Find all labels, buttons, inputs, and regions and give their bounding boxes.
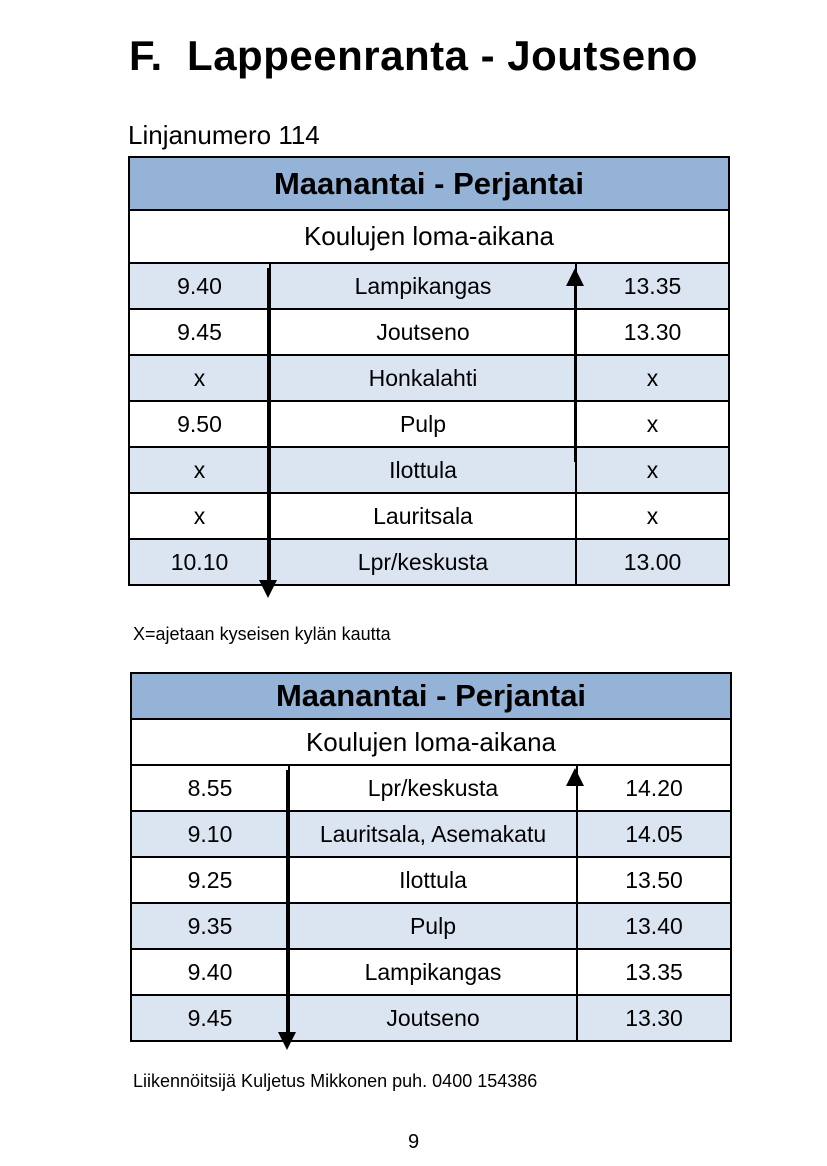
return-time: x: [576, 447, 729, 493]
return-time: 14.20: [577, 765, 731, 811]
return-time: 13.40: [577, 903, 731, 949]
stop-name: Lauritsala: [270, 493, 576, 539]
stop-name: Ilottula: [289, 857, 577, 903]
return-time: 13.30: [577, 995, 731, 1041]
table-row: [131, 811, 731, 857]
return-time: 13.35: [577, 949, 731, 995]
route-number: Linjanumero 114: [128, 120, 320, 150]
departure-time: 9.50: [129, 401, 270, 447]
stop-name: Ilottula: [270, 447, 576, 493]
departure-time: x: [129, 493, 270, 539]
table-row: [129, 447, 729, 493]
stop-name: Joutseno: [270, 309, 576, 355]
timetable-weekday-2: [130, 672, 730, 1042]
table-row: [129, 401, 729, 447]
return-time: 13.00: [576, 539, 729, 585]
timetable-subheader: Koulujen loma-aikana: [129, 210, 729, 263]
stop-name: Honkalahti: [270, 355, 576, 401]
stop-name: Joutseno: [289, 995, 577, 1041]
table-row: [129, 263, 729, 309]
table-row: [131, 949, 731, 995]
return-time: x: [576, 355, 729, 401]
departure-time: 9.40: [129, 263, 270, 309]
stop-name: Lampikangas: [270, 263, 576, 309]
departure-time: 9.45: [129, 309, 270, 355]
departure-time: 9.10: [131, 811, 289, 857]
page-number: 9: [407, 1131, 420, 1153]
table-row: [129, 355, 729, 401]
table-row: [131, 857, 731, 903]
stop-name: Lpr/keskusta: [289, 765, 577, 811]
page-title: F. Lappeenranta - Joutseno: [129, 32, 698, 79]
timetable-header: Maanantai - Perjantai: [129, 157, 729, 210]
return-time: 13.50: [577, 857, 731, 903]
return-time: x: [576, 401, 729, 447]
departure-time: 9.25: [131, 857, 289, 903]
table-row: [129, 493, 729, 539]
operator-info: Liikennöitsijä Kuljetus Mikkonen puh. 0400 154386: [133, 1071, 538, 1091]
table-row: [131, 903, 731, 949]
return-time: 14.05: [577, 811, 731, 857]
return-time: x: [576, 493, 729, 539]
departure-time: 10.10: [129, 539, 270, 585]
departure-time: 9.40: [131, 949, 289, 995]
departure-time: x: [129, 355, 270, 401]
departure-time: x: [129, 447, 270, 493]
stop-name: Lampikangas: [289, 949, 577, 995]
return-time: 13.35: [576, 263, 729, 309]
timetable-subheader: Koulujen loma-aikana: [131, 719, 731, 765]
departure-time: 9.45: [131, 995, 289, 1041]
timetable-weekday-1: [128, 156, 728, 586]
timetable-header: Maanantai - Perjantai: [131, 673, 731, 719]
table-row: [129, 309, 729, 355]
table-row: [131, 995, 731, 1041]
stop-name: Lauritsala, Asemakatu: [289, 811, 577, 857]
table-row: [131, 765, 731, 811]
stop-name: Lpr/keskusta: [270, 539, 576, 585]
table-row: [129, 539, 729, 585]
stop-name: Pulp: [289, 903, 577, 949]
stop-name: Pulp: [270, 401, 576, 447]
departure-time: 9.35: [131, 903, 289, 949]
departure-time: 8.55: [131, 765, 289, 811]
return-time: 13.30: [576, 309, 729, 355]
footnote: X=ajetaan kyseisen kylän kautta: [133, 624, 391, 644]
